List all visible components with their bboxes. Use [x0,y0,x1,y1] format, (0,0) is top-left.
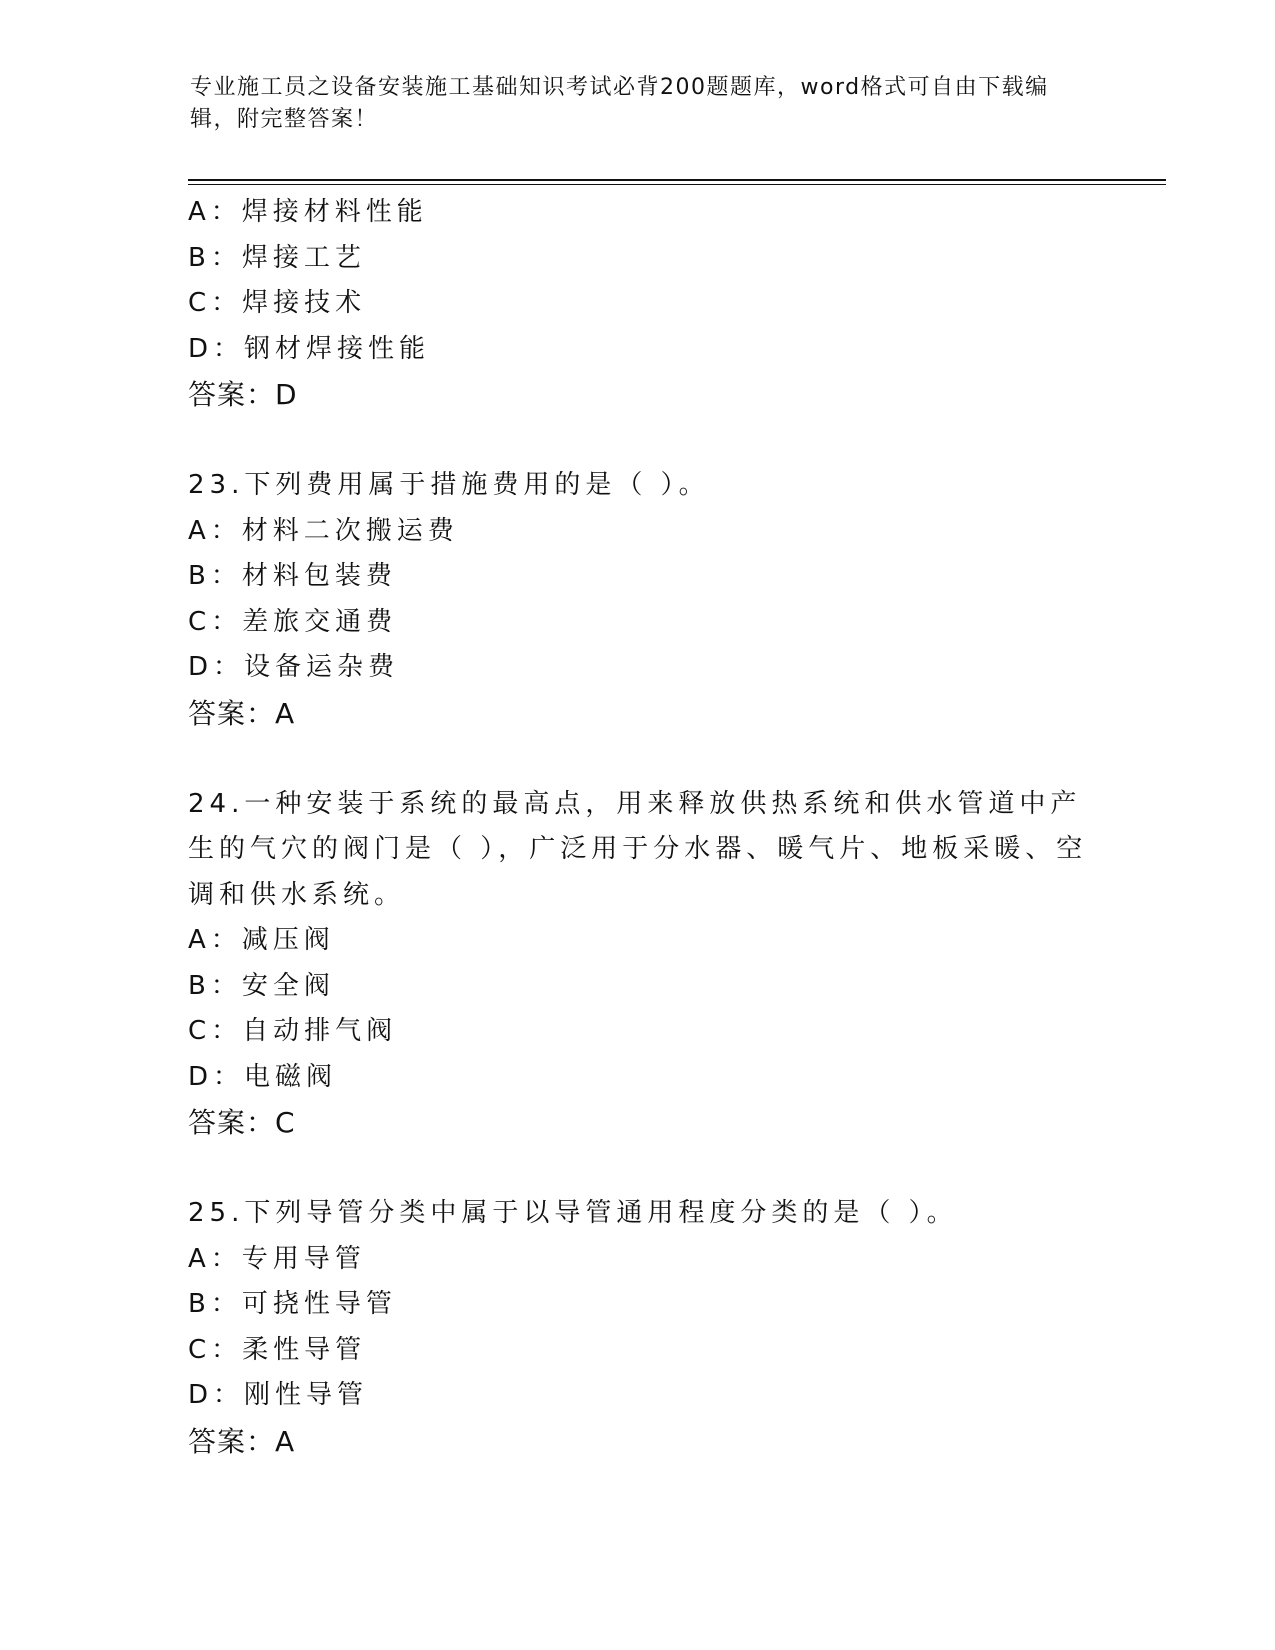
option-c: C：自动排气阀 [188,1016,398,1046]
answer: 答案：A [188,1424,296,1458]
option-d: D：电磁阀 [188,1061,338,1092]
option-c: C：焊接技术 [188,288,367,318]
spacer [188,418,1088,464]
question-25 [188,1191,1088,1464]
header-rule-thick [188,179,1166,181]
spacer [188,1146,1088,1192]
option-b: B：可挠性导管 [188,1289,397,1319]
answer: 答案：C [188,1106,296,1139]
option-a: A：专用导管 [188,1243,366,1274]
answer: 答案：D [188,378,298,411]
page-header: 专业施工员之设备安装施工基础知识考试必背200题题库，word格式可自由下载编辑，附完整答案！ [190,75,1049,132]
option-d: D：设备运杂费 [188,652,400,682]
question-stem: 24.一种安装于系统的最高点，用来释放供热系统和供水管道中产生的气穴的阀门是（ ），广泛用于分水器、暖气片、地板采暖、空调和供水系统。 [188,788,1088,910]
question-22 [188,190,1088,418]
option-d: D：钢材焊接性能 [188,333,431,364]
question-24 [188,782,1088,1146]
spacer [188,736,1088,782]
option-a: A：材料二次搬运费 [188,515,459,546]
option-b: B：安全阀 [188,970,335,1001]
option-c: C：差旅交通费 [188,606,398,637]
question-stem: 23.下列费用属于措施费用的是（ ）。 [188,470,710,500]
option-a: A：减压阀 [188,925,335,955]
answer: 答案：A [188,696,296,730]
question-stem: 25.下列导管分类中属于以导管通用程度分类的是（ ）。 [188,1198,958,1228]
question-23 [188,463,1088,736]
option-b: B：材料包装费 [188,561,397,591]
option-b: B：焊接工艺 [188,242,366,273]
question-list [188,190,1088,1464]
option-a: A：焊接材料性能 [188,197,428,227]
header-rule-thin [188,184,1166,185]
option-c: C：柔性导管 [188,1334,367,1365]
option-d: D：刚性导管 [188,1380,369,1410]
